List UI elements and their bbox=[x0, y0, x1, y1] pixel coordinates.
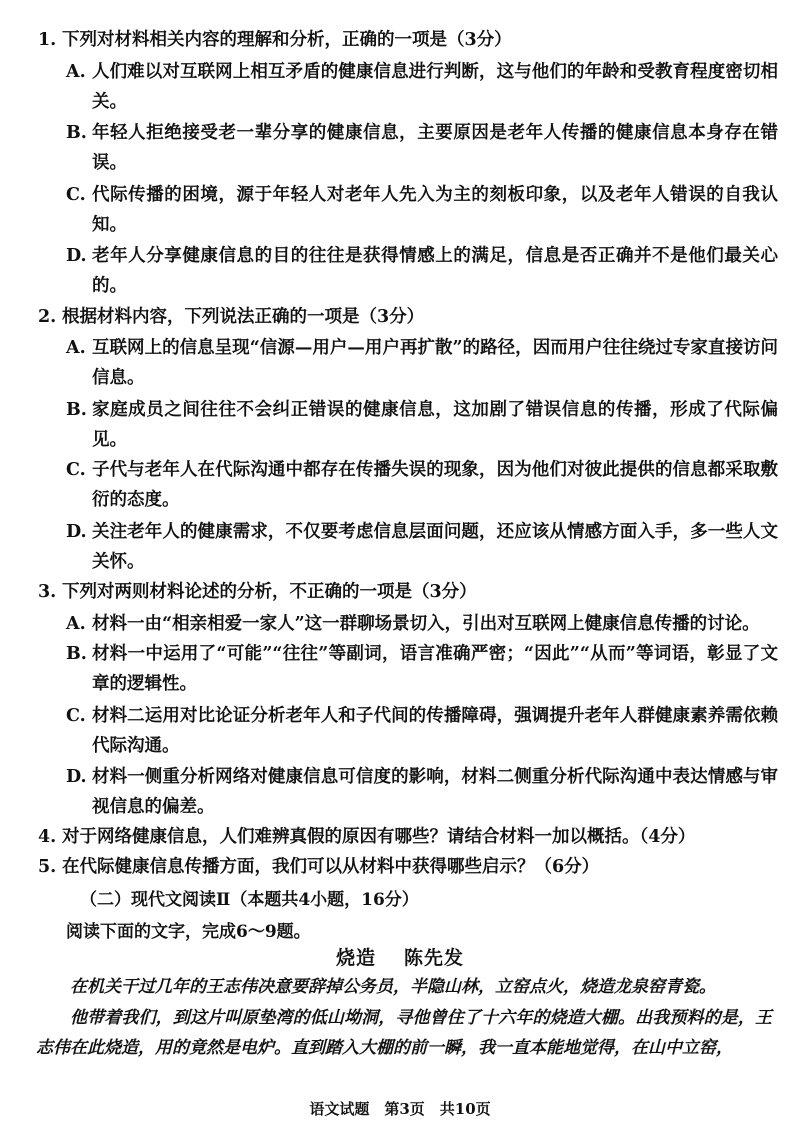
option-letter: C. bbox=[66, 706, 86, 726]
story-author: 陈先发 bbox=[404, 947, 465, 969]
option-letter: D. bbox=[66, 522, 87, 542]
option-text: 老年人分享健康信息的目的往往是获得情感上的满足，信息是否正确并不是他们最关心的。 bbox=[92, 246, 778, 296]
story-paragraph: 在机关干过几年的王志伟决意要辞掉公务员，半隐山林，立窑点火，烧造龙泉窑青瓷。 bbox=[70, 977, 716, 997]
question-3-stem bbox=[38, 580, 477, 604]
question-text: 下列对材料相关内容的理解和分析，正确的一项是（3分） bbox=[62, 30, 512, 50]
section-instruction: 阅读下面的文字，完成6～9题。 bbox=[66, 922, 311, 942]
question-3-option-a bbox=[66, 609, 778, 639]
question-text: 在代际健康信息传播方面，我们可以从材料中获得哪些启示？（6分） bbox=[62, 857, 600, 877]
question-1-stem bbox=[38, 28, 512, 52]
question-number: 2. bbox=[38, 307, 57, 327]
story-paragraph: 他带着我们，到这片叫原垫湾的低山坳洞，寻他曾住了十六年的烧造大棚。出我预料的是，王志伟在此烧造，用的竟然是电炉。直到踏入大棚的前一瞬，我一直本能地觉得，在山中立窑， bbox=[36, 1008, 772, 1058]
page-footer: 语文试题 第3页 共10页 bbox=[309, 1100, 491, 1118]
option-letter: B. bbox=[66, 400, 87, 420]
question-number: 4. bbox=[38, 827, 57, 847]
story-heading bbox=[0, 943, 800, 970]
question-4-stem bbox=[38, 825, 695, 849]
option-letter: B. bbox=[66, 644, 87, 664]
question-1-option-c bbox=[66, 180, 778, 240]
option-text: 材料一中运用了“可能”“往往”等副词，语言准确严密；“因此”“从而”等词语，彰显了文章的逻辑性。 bbox=[92, 644, 778, 694]
question-2-option-d bbox=[66, 517, 778, 577]
option-text: 代际传播的困境，源于年轻人对老年人先入为主的刻板印象，以及老年人错误的自我认知。 bbox=[92, 185, 778, 235]
option-letter: C. bbox=[66, 185, 86, 205]
question-2-option-a bbox=[66, 333, 778, 393]
question-2-stem bbox=[38, 305, 424, 329]
option-letter: A. bbox=[66, 62, 86, 82]
question-text: 下列对两则材料论述的分析，不正确的一项是（3分） bbox=[62, 582, 477, 602]
story-title: 烧造 bbox=[335, 947, 376, 969]
question-text: 对于网络健康信息，人们难辨真假的原因有哪些？请结合材料一加以概括。（4分） bbox=[62, 827, 696, 847]
question-1-option-d bbox=[66, 241, 778, 301]
option-letter: C. bbox=[66, 460, 86, 480]
option-letter: A. bbox=[66, 338, 86, 358]
option-letter: B. bbox=[66, 123, 87, 143]
question-1-option-a bbox=[66, 57, 778, 117]
section-title: （二）现代文阅读Ⅱ（本题共4小题，16分） bbox=[80, 890, 419, 910]
question-number: 3. bbox=[38, 582, 57, 602]
question-2-option-b bbox=[66, 395, 778, 455]
question-1-option-b bbox=[66, 118, 778, 178]
option-text: 家庭成员之间往往不会纠正错误的健康信息，这加剧了错误信息的传播，形成了代际偏见。 bbox=[92, 400, 778, 450]
option-letter: D. bbox=[66, 246, 87, 266]
option-text: 子代与老年人在代际沟通中都存在传播失误的现象，因为他们对彼此提供的信息都采取敷衍的态度。 bbox=[92, 460, 778, 510]
option-letter: D. bbox=[66, 767, 87, 787]
question-3-option-d bbox=[66, 762, 778, 822]
option-text: 年轻人拒绝接受老一辈分享的健康信息，主要原因是老年人传播的健康信息本身存在错误。 bbox=[92, 123, 778, 173]
question-3-option-b bbox=[66, 639, 778, 699]
question-2-option-c bbox=[66, 455, 778, 515]
question-number: 1. bbox=[38, 30, 57, 50]
option-text: 关注老年人的健康需求，不仅要考虑信息层面问题，还应该从情感方面入手，多一些人文关怀。 bbox=[92, 522, 778, 572]
option-text: 材料一侧重分析网络对健康信息可信度的影响，材料二侧重分析代际沟通中表达情感与审视信息的偏差。 bbox=[92, 767, 778, 817]
question-text: 根据材料内容，下列说法正确的一项是（3分） bbox=[62, 307, 425, 327]
option-text: 材料二运用对比论证分析老年人和子代间的传播障碍，强调提升老年人群健康素养需依赖代际沟通。 bbox=[92, 706, 778, 756]
question-number: 5. bbox=[38, 857, 57, 877]
question-3-option-c bbox=[66, 701, 778, 761]
question-5-stem bbox=[38, 855, 599, 879]
option-letter: A. bbox=[66, 614, 86, 634]
option-text: 人们难以对互联网上相互矛盾的健康信息进行判断，这与他们的年龄和受教育程度密切相关。 bbox=[92, 62, 778, 112]
option-text: 材料一由“相亲相爱一家人”这一群聊场景切入，引出对互联网上健康信息传播的讨论。 bbox=[92, 614, 760, 634]
option-text: 互联网上的信息呈现“信源—用户—用户再扩散”的路径，因而用户往往绕过专家直接访问信息。 bbox=[92, 338, 778, 388]
